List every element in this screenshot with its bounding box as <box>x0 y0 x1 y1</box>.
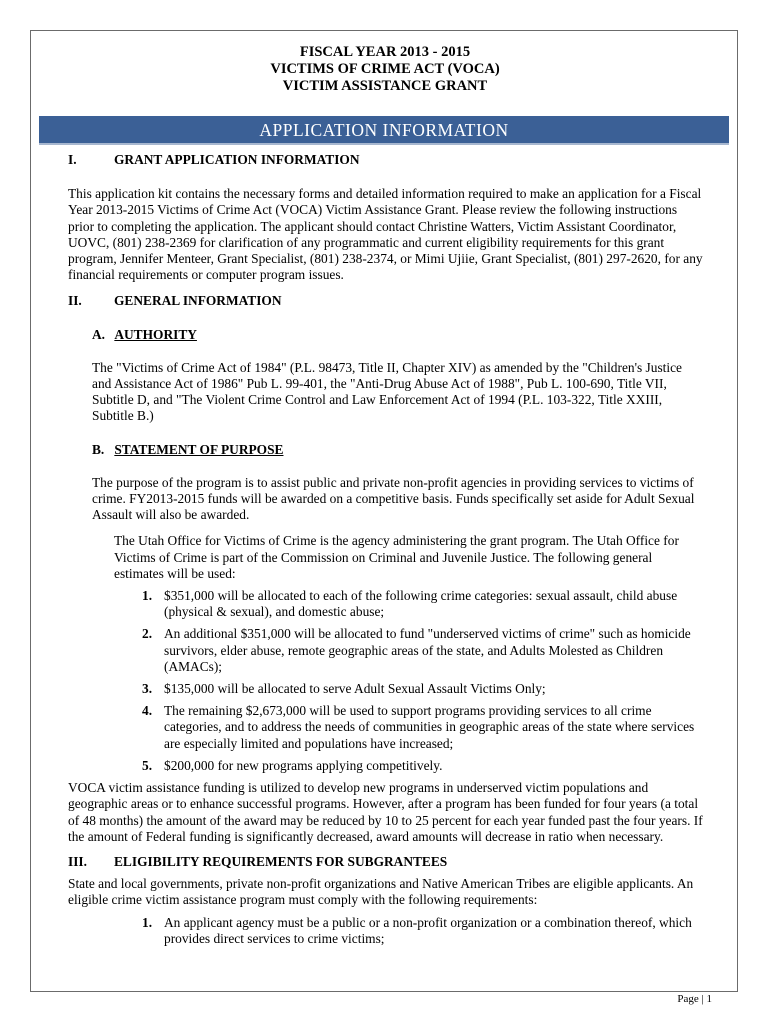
list-number: 4. <box>142 703 153 719</box>
document-title <box>0 44 770 95</box>
list-item <box>142 588 704 620</box>
document-body <box>68 152 704 947</box>
list-item <box>142 915 704 947</box>
list-number: 1. <box>142 588 153 604</box>
list-text: $135,000 will be allocated to serve Adult Sexual Assault Victims Only; <box>164 681 546 697</box>
list-number: 5. <box>142 757 153 773</box>
section-heading-1 <box>68 152 704 168</box>
section-number: I. <box>68 152 77 167</box>
list-item <box>142 681 704 697</box>
subsection-heading-authority <box>92 327 704 343</box>
section-title: GRANT APPLICATION INFORMATION <box>114 152 360 167</box>
list-item <box>142 758 704 774</box>
page-number: Page | 1 <box>677 993 712 1005</box>
subsection-title: STATEMENT OF PURPOSE <box>114 441 284 457</box>
section-title: GENERAL INFORMATION <box>114 293 282 309</box>
title-line-3: VICTIM ASSISTANCE GRANT <box>282 78 488 94</box>
list-number: 1. <box>142 914 153 930</box>
subsection-title: AUTHORITY <box>114 326 197 342</box>
list-text: An additional $351,000 will be allocated to fund "underserved victims of crime" such as homicide survivors, elder abuse, remote geographic areas of the state, and Adults Molested as Children (AMACs); <box>164 626 691 674</box>
title-line-2: VICTIMS OF CRIME ACT (VOCA) <box>270 61 500 77</box>
section-title: ELIGIBILITY REQUIREMENTS FOR SUBGRANTEES <box>114 853 448 869</box>
list-number: 3. <box>142 681 153 697</box>
subsection-heading-purpose <box>92 442 704 458</box>
subsection-letter: A. <box>92 326 106 342</box>
title-line-1: FISCAL YEAR 2013 - 2015 <box>299 44 471 60</box>
subsection-letter: B. <box>92 441 105 457</box>
list-text: The remaining $2,673,000 will be used to support programs providing services to all crime categories, and to address the needs of communities in geographic areas of the state where services are especially limited and populations have increased; <box>164 703 695 751</box>
section-heading-3 <box>68 854 704 870</box>
paragraph-funding: VOCA victim assistance funding is utilized to develop new programs in underserved victim populations and geographic areas or to enhance successful programs. However, after a program has been funded for four years (a total of 48 months) the amount of the award may be reduced by 10 to 25 percent for each year funded past the four years. If the amount of Federal funding is significantly decreased, award amounts will decrease in ratio when necessary. <box>68 780 703 844</box>
paragraph-authority: The "Victims of Crime Act of 1984" (P.L. 98473, Title II, Chapter XIV) as amended by the "Children's Justice and Assistance Act of 1986" Pub L. 99-401, the "Anti-Drug Abuse Act of 1988", Pub L. 100-690, Title VII, Subtitle D, and "The Violent Crime Control and Law Enforcement Act of 1994 (P.L. 103-322, Title XXIII, Subtitle B.) <box>92 359 682 424</box>
list-item <box>142 703 704 752</box>
list-text: $200,000 for new programs applying competitively. <box>164 757 443 773</box>
list-item <box>142 626 704 675</box>
paragraph-administering-agency: The Utah Office for Victims of Crime is the agency administering the grant program. The Utah Office for Victims of Crime is part of the Commission on Criminal and Juvenile Justice. The following general estimates will be used: <box>114 533 679 581</box>
list-number: 2. <box>142 626 153 642</box>
paragraph-eligibility: State and local governments, private non-profit organizations and Native American Tribes are eligible applicants. An eligible crime victim assistance program must comply with the following requirements: <box>68 876 694 908</box>
paragraph-purpose: The purpose of the program is to assist public and private non-profit agencies in providing services to victims of crime. FY2013-2015 funds will be awarded on a competitive basis. Funds specifically set aside for Adult Sexual Assault will also be awarded. <box>92 474 695 523</box>
section-number: II. <box>68 293 82 309</box>
section-number: III. <box>68 853 87 869</box>
eligibility-list <box>142 915 704 947</box>
paragraph-grant-info: This application kit contains the necessary forms and detailed information required to make an application for a Fiscal Year 2013-2015 Victims of Crime Act (VOCA) Victim Assistance Grant. Please review the following instructions prior to completing the application. The applicant should contact Christine Watters, Victim Assistant Coordinator, UOVC, (801) 238-2369 for clarification of any programmatic and current eligibility requirements for this grant program, Jennifer Menteer, Grant Specialist, (801) 238-2374, or Mimi Ujiie, Grant Specialist, (801) 297-2620, for any financial requirements or computer program issues. <box>68 186 703 283</box>
list-text: $351,000 will be allocated to each of the following crime categories: sexual assault, child abuse (physical & sexual), and domestic abuse; <box>164 588 678 620</box>
section-banner: APPLICATION INFORMATION <box>39 116 729 145</box>
allocation-list <box>142 588 704 774</box>
section-heading-2 <box>68 293 704 309</box>
list-text: An applicant agency must be a public or a non-profit organization or a combination thereof, which provides direct services to crime victims; <box>164 914 692 946</box>
